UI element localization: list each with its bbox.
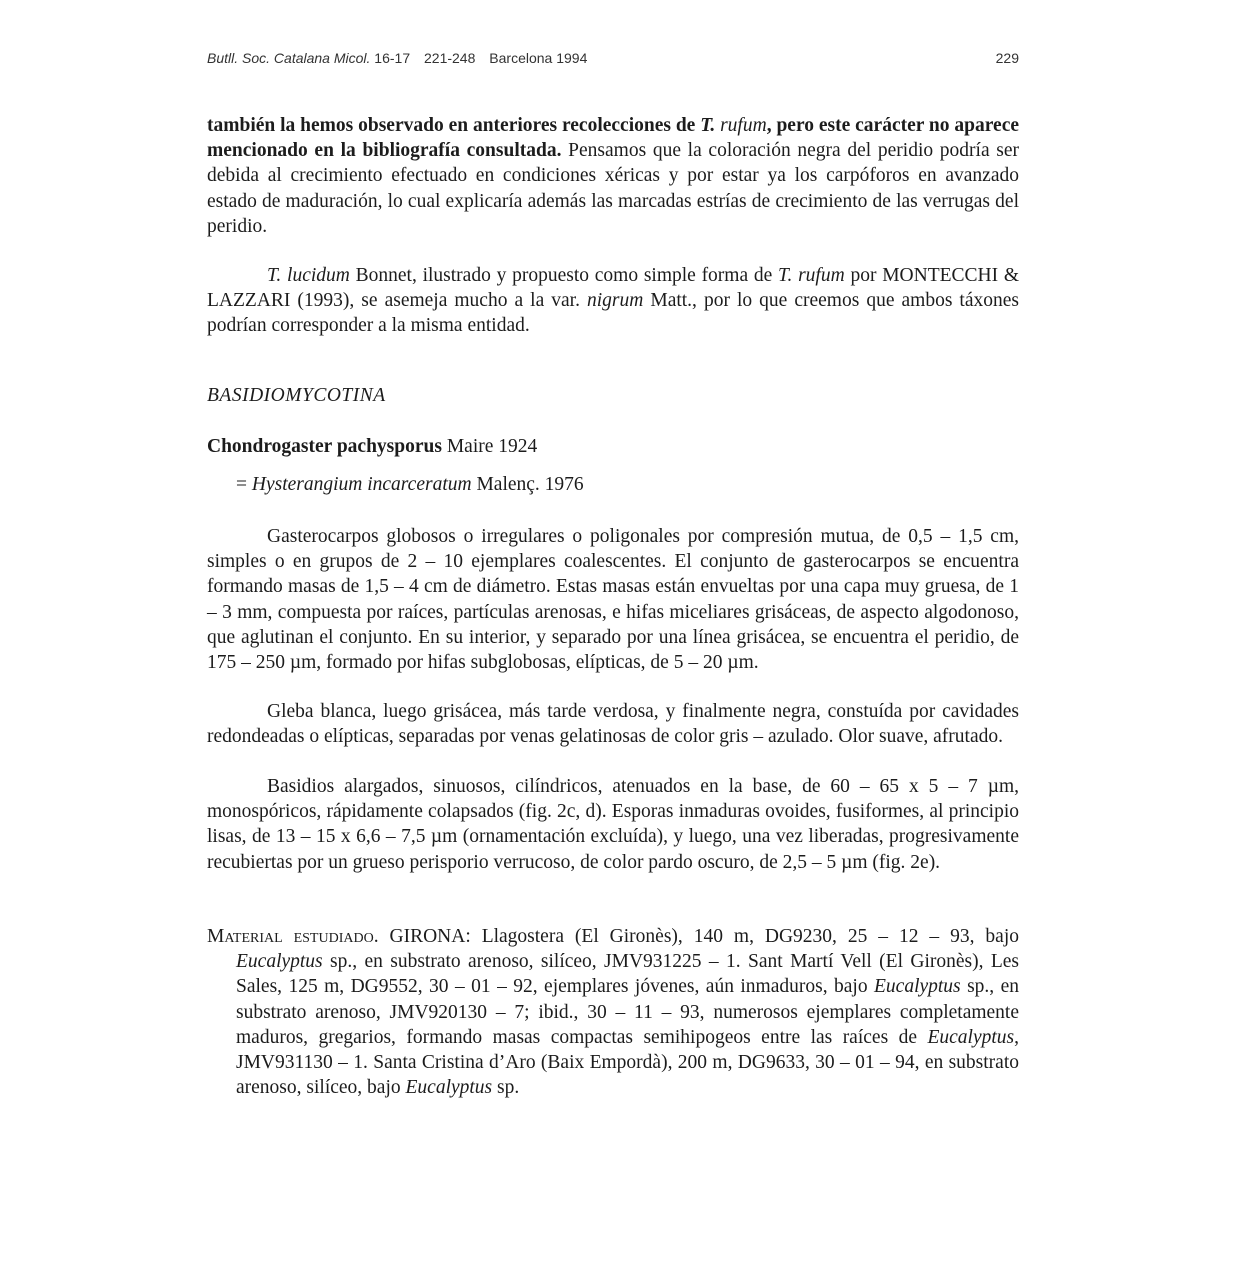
- synonym-name: Hysterangium incarceratum: [251, 474, 472, 495]
- material-label: Material estudiado.: [207, 926, 379, 947]
- material-t5: sp.: [492, 1077, 520, 1099]
- material-t3: sp., en substrato arenoso, JMV920130 – 7; ibid., 30 – 11 – 93, numerosos ejemplares completamente maduros, gregarios, formando masas compactas semihipogeos entre las raíces de: [236, 976, 1019, 1048]
- synonym-author: Malenç. 1976: [471, 474, 584, 495]
- para2-species2: rufum: [798, 265, 845, 286]
- section-heading: BASIDIOMYCOTINA: [207, 385, 386, 406]
- material-genus-2: Eucalyptus: [874, 976, 961, 998]
- para2-genus: T.: [267, 265, 282, 286]
- page-number: 229: [995, 50, 1019, 66]
- material-t4: , JMV931130 – 1. Santa Cristina d’Aro (Baix Empordà), 200 m, DG9633, 30 – 01 – 94, en substrato arenoso, silíceo, bajo: [236, 1026, 1019, 1099]
- material-genus-1: Eucalyptus: [236, 951, 323, 973]
- para2-s2: por MONTECCHI & LAZZARI (1993), se asemeja mucho a la var.: [207, 265, 1020, 312]
- para2-variety: nigrum: [586, 290, 644, 312]
- page-range: 221-248: [424, 50, 476, 66]
- material-genus-3: Eucalyptus: [927, 1026, 1015, 1048]
- para2-genus2: T.: [778, 265, 793, 286]
- description-paragraph-1: Gasterocarpos globosos o irregulares o poligonales por compresión mutua, de 0,5 – 1,5 cm, simples o en grupos de 2 – 10 ejemplares coalescentes. El conjunto de gasterocarpos se encuentra formando masas de 1,5 – 4 cm de diámetro. Estas masas están envueltas por una capa muy gruesa, de 1 – 3 mm, compuesta por raíces, partículas arenosas, e hifas miceliares grisáceas, de aspecto algodonoso, que aglutinan el conjunto. En su interior, y separado por una línea grisácea, se encuentra el peridio, de 175 – 250 µm, formado por hifas subglobosas, elípticas, de 5 – 20 µm.: [207, 526, 1019, 674]
- para2-s1: Bonnet, ilustrado y propuesto como simple forma de: [349, 265, 779, 286]
- para1-genus: T.: [700, 115, 716, 136]
- running-header: [207, 50, 1019, 70]
- material-t2: sp., en substrato arenoso, silíceo, JMV931225 – 1. Sant Martí Vell (El Gironès), Les Sales, 125 m, DG9552, 30 – 01 – 92, ejemplares jóvenes, aún inmaduros, bajo: [236, 951, 1019, 998]
- synonym-prefix: =: [236, 474, 252, 495]
- synonym-line: [236, 474, 584, 496]
- material-studied: [207, 924, 1019, 1100]
- para2-s3: Matt., por lo que creemos que ambos táxones podrían corresponder a la misma entidad.: [207, 290, 1019, 337]
- paragraph-lucidum: [207, 263, 1019, 339]
- taxon-heading: [207, 436, 537, 458]
- material-genus-4: Eucalyptus: [405, 1077, 493, 1099]
- para1-species: rufum: [720, 115, 767, 136]
- description-paragraph-2: Gleba blanca, luego grisácea, más tarde verdosa, y finalmente negra, constuída por cavidades redondeadas o elípticas, separadas por venas gelatinosas de color gris – azulado. Olor suave, afrutado.: [207, 701, 1019, 748]
- place-year: Barcelona 1994: [489, 50, 588, 66]
- description-paragraph-3: Basidios alargados, sinuosos, cilíndricos, atenuados en la base, de 60 – 65 x 5 – 7 µm, monospóricos, rápidamente colapsados (fig. 2c, d). Esporas inmaduras ovoides, fusiformes, al principio lisas, de 13 – 15 x 6,6 – 7,5 µm (ornamentación excluída), y luego, una vez liberadas, progresivamente recubiertas por un grueso perisporio verrucoso, de color pardo oscuro, de 2,5 – 5 µm (fig. 2e).: [207, 776, 1019, 873]
- para1-s3: Pensamos que la coloración negra del peridio podría ser debida al crecimiento efectuado en condiciones xéricas y por estar ya los carpóforos en avanzado estado de maduración, lo cual explicaría además las marcadas estrías de crecimiento de las verrugas del peridio.: [207, 140, 1020, 237]
- taxon-author: Maire 1924: [441, 436, 538, 457]
- material-t1: GIRONA: Llagostera (El Gironès), 140 m, DG9230, 25 – 12 – 93, bajo: [378, 926, 1019, 947]
- journal-name: Butll. Soc. Catalana Micol.: [207, 50, 371, 66]
- taxon-name: Chondrogaster pachysporus: [207, 436, 442, 457]
- para1-s1: también la hemos observado en anteriores recolecciones de: [207, 115, 696, 136]
- para1-s2: , pero este carácter no aparece mencionado en la bibliografía consultada.: [207, 115, 1020, 162]
- paragraph-continuation: [207, 113, 1019, 239]
- para2-species: lucidum: [287, 265, 350, 286]
- citation: [207, 50, 587, 66]
- volume: 16-17: [374, 50, 411, 66]
